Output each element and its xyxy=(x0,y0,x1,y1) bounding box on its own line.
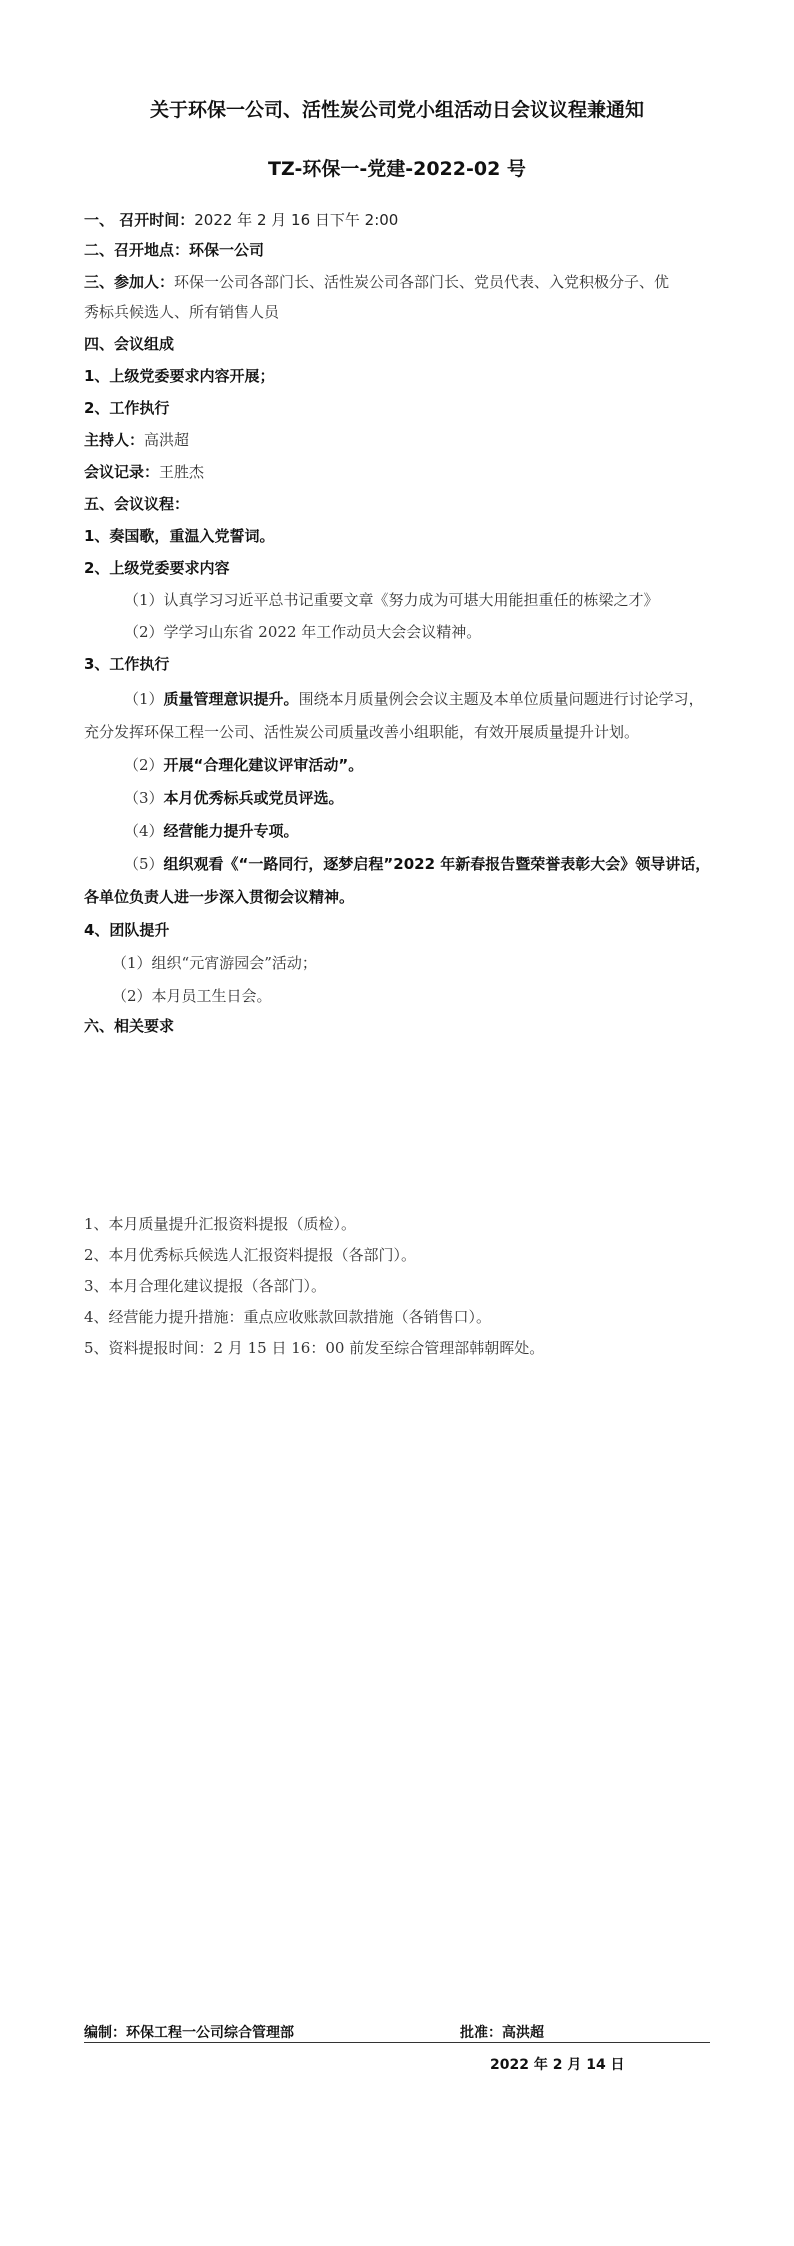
host-label: 主持人： xyxy=(84,431,145,449)
meeting-place-value: 环保一公司 xyxy=(189,241,265,259)
document-number: TZ-环保一-党建-2022-02 号 xyxy=(268,158,526,180)
meeting-place-label: 二、召开地点： xyxy=(84,241,190,259)
agenda-item-4: 4、团队提升 xyxy=(84,921,170,939)
agenda-item-2-sub-2: （2）学学习山东省 2022 年工作动员大会会议精神。 xyxy=(124,623,482,641)
meeting-time-line xyxy=(84,210,398,230)
requirement-1: 1、本月质量提升汇报资料提报（质检）。 xyxy=(84,1215,357,1233)
sub-4-prefix: （4） xyxy=(124,822,164,840)
approver-text: 批准：高洪超 xyxy=(460,2025,544,2041)
composition-item-1: 1、上级党委要求内容开展； xyxy=(84,367,275,385)
requirement-4: 4、经营能力提升措施：重点应收账款回款措施（各销售口）。 xyxy=(84,1308,492,1326)
signature-line xyxy=(84,2022,710,2043)
meeting-place-line xyxy=(84,240,264,260)
requirements-heading: 六、相关要求 xyxy=(84,1017,175,1035)
agenda-item-3-sub-5-continued: 各单位负责人进一步深入贯彻会议精神。 xyxy=(84,888,355,906)
meeting-time-value: 2022 年 2 月 16 日下午 2:00 xyxy=(194,211,399,229)
issue-date: 2022 年 2 月 14 日 xyxy=(490,2057,625,2073)
requirement-2: 2、本月优秀标兵候选人汇报资料提报（各部门）。 xyxy=(84,1246,417,1264)
sub-4-bold: 经营能力提升专项。 xyxy=(163,822,299,840)
sub-3-prefix: （3） xyxy=(124,789,164,807)
composition-heading: 四、会议组成 xyxy=(84,335,175,353)
attendees-label: 三、参加人： xyxy=(84,273,175,291)
agenda-item-3-sub-2 xyxy=(124,755,363,775)
recorder-line xyxy=(84,462,204,482)
sub-1-rest: 围绕本月质量例会会议主题及本单位质量问题进行讨论学习， xyxy=(298,690,704,708)
sub-1-bold: 质量管理意识提升。 xyxy=(163,690,299,708)
agenda-item-4-sub-1: （1）组织“元宵游园会”活动； xyxy=(112,954,317,972)
recorder-value: 王胜杰 xyxy=(159,463,205,481)
agenda-item-2: 2、上级党委要求内容 xyxy=(84,559,230,577)
host-value: 高洪超 xyxy=(144,431,190,449)
host-line xyxy=(84,430,189,450)
sub-3-bold: 本月优秀标兵或党员评选。 xyxy=(163,789,344,807)
sub-5-prefix: （5） xyxy=(124,855,164,873)
agenda-item-3-sub-3 xyxy=(124,788,344,808)
agenda-item-3: 3、工作执行 xyxy=(84,655,170,673)
compiler-text: 编制：环保工程一公司综合管理部 xyxy=(84,2025,294,2041)
requirement-3: 3、本月合理化建议提报（各部门）。 xyxy=(84,1277,327,1295)
agenda-item-1: 1、奏国歌，重温入党誓词。 xyxy=(84,527,275,545)
requirement-5: 5、资料提报时间：2 月 15 日 16：00 前发至综合管理部韩朝晖处。 xyxy=(84,1339,545,1357)
sub-5-bold: 组织观看《“一路同行，逐梦启程”2022 年新春报告暨荣誉表彰大会》领导讲话， xyxy=(163,855,711,873)
attendees-value-continued: 秀标兵候选人、所有销售人员 xyxy=(84,303,280,321)
agenda-item-3-sub-4 xyxy=(124,821,299,841)
sub-2-bold: 开展“合理化建议评审活动”。 xyxy=(163,756,364,774)
sub-2-prefix: （2） xyxy=(124,756,164,774)
agenda-item-4-sub-2: （2）本月员工生日会。 xyxy=(112,987,272,1005)
agenda-item-3-sub-1 xyxy=(124,689,704,709)
recorder-label: 会议记录： xyxy=(84,463,160,481)
agenda-heading: 五、会议议程： xyxy=(84,495,190,513)
attendees-value: 环保一公司各部门长、活性炭公司各部门长、党员代表、入党积极分子、优 xyxy=(174,273,670,291)
document-title: 关于环保一公司、活性炭公司党小组活动日会议议程兼通知 xyxy=(149,99,644,121)
agenda-item-3-sub-5 xyxy=(124,854,710,874)
agenda-item-2-sub-1: （1）认真学习习近平总书记重要文章《努力成为可堪大用能担重任的栋梁之才》 xyxy=(124,591,659,609)
composition-item-2: 2、工作执行 xyxy=(84,399,170,417)
meeting-time-label: 一、 召开时间： xyxy=(84,211,195,229)
attendees-line xyxy=(84,272,669,292)
agenda-item-3-sub-1-continued: 充分发挥环保工程一公司、活性炭公司质量改善小组职能，有效开展质量提升计划。 xyxy=(84,723,640,741)
sub-1-prefix: （1） xyxy=(124,690,164,708)
